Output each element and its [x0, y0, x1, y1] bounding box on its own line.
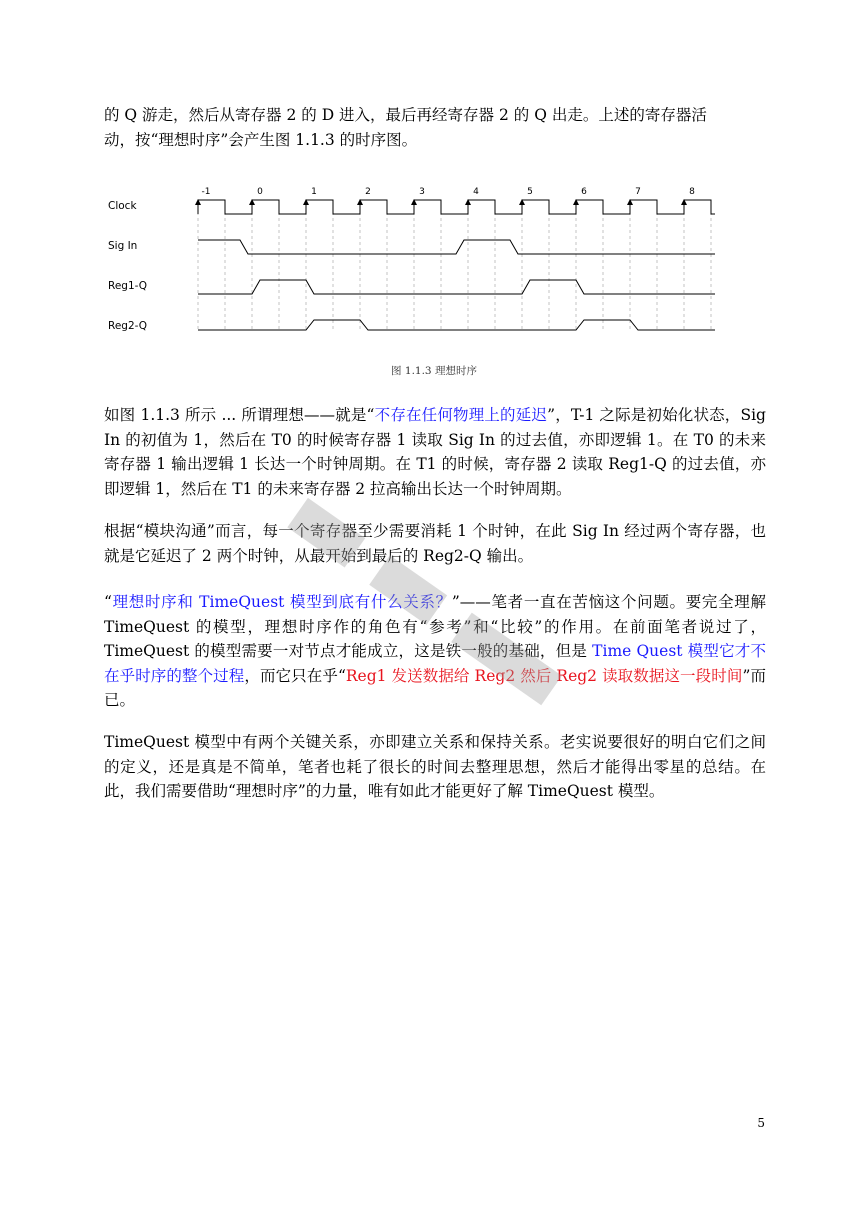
p3-text-a: ”——笔者一直在苦恼这个问题。要完全理解 TimeQuest 的模型，理想时序作的角色有“参考”和“比较”的作用。在前面笔者说过了，TimeQuest 的模型需要一对节点才能成立，这是铁一般的基础，但是 — [104, 593, 766, 660]
paragraph-ideal-timing — [104, 403, 766, 501]
p1-text-a: 如图 1.1.3 所示 ... 所谓理想——就是“ — [104, 406, 375, 424]
cycle-label: 7 — [635, 187, 641, 197]
intro-line-2: 动，按“理想时序”会产生图 1.1.3 的时序图。 — [104, 130, 418, 149]
p4-text: TimeQuest 模型中有两个关键关系，亦即建立关系和保持关系。老实说要很好的明白它们之间的定义，还是真是不简单，笔者也耗了很长的时间去整理思想，然后才能得出零星的总结。在此，我们需要借助“理想时序”的力量，唯有如此才能更好了解 TimeQuest 模型。 — [104, 733, 766, 800]
sig-in-waveform — [198, 240, 715, 254]
p3-text-c: ”而已。 — [104, 666, 766, 709]
signal-labels — [108, 200, 147, 332]
p3-quote-open: “ — [104, 593, 112, 611]
signal-label-sig-in: Sig In — [108, 240, 138, 252]
cycle-label: 6 — [581, 187, 587, 197]
clock-waveform — [198, 200, 715, 214]
cycle-label: -1 — [201, 187, 211, 197]
page-number: 5 — [757, 1116, 765, 1130]
p3-blue-statement: Time Quest 模型它才不在乎时序的整个过程 — [104, 642, 766, 685]
p3-blue-question: 理想时序和 TimeQuest 模型到底有什么关系？ — [111, 593, 452, 611]
cycle-label: 2 — [365, 187, 371, 197]
paragraph-intro — [104, 103, 766, 152]
cycle-label: 5 — [527, 187, 533, 197]
signal-label-reg1-q: Reg1-Q — [108, 280, 148, 292]
p2-text: 根据“模块沟通”而言，每一个寄存器至少需要消耗 1 个时钟，在此 Sig In 经过两个寄存器，也就是它延迟了 2 两个时钟，从最开始到最后的 Reg2-Q 输出。 — [104, 522, 766, 565]
reg1-q-waveform — [198, 280, 715, 294]
cycle-label: 4 — [473, 187, 479, 197]
timing-gridlines — [198, 200, 711, 332]
cycle-label: 0 — [257, 187, 263, 197]
intro-line-1: 的 Q 游走，然后从寄存器 2 的 D 进入，最后再经寄存器 2 的 Q 出走。上述的寄存器活 — [104, 106, 707, 124]
signal-label-clock: Clock — [108, 200, 137, 212]
cycle-label: 1 — [311, 187, 317, 197]
p3-text-b: ，而它只在乎“ — [244, 666, 346, 685]
signal-label-reg2-q: Reg2-Q — [108, 320, 148, 332]
cycle-label: 8 — [689, 187, 695, 197]
cycle-labels — [202, 187, 696, 197]
paragraph-module-communication — [104, 519, 766, 568]
p3-red-statement: Reg1 发送数据给 Reg2 然后 Reg2 读取数据这一段时间 — [345, 666, 743, 685]
timing-diagram — [104, 182, 724, 342]
reg2-q-waveform — [198, 320, 715, 330]
paragraph-key-relations — [104, 730, 766, 804]
cycle-label: 3 — [419, 187, 425, 197]
p1-text-b: ”，T-1 之际是初始化状态，Sig In 的初值为 1，然后在 T0 的时候寄存器 1 读取 Sig In 的过去值，亦即逻辑 1。在 T0 的未来寄存器 1 输出逻辑 1 长达一个时钟周期。在 T1 的时候，寄存器 2 读取 Reg1-Q 的过去值，亦即逻辑 1，然后在 T1 的未来寄存器 2 拉高输出长达一个时钟周期。 — [104, 406, 766, 498]
figure-caption: 图 1.1.3 理想时序 — [391, 365, 477, 377]
paragraph-timequest-relation — [104, 590, 766, 713]
p1-highlight: 不存在任何物理上的延迟 — [374, 406, 548, 424]
